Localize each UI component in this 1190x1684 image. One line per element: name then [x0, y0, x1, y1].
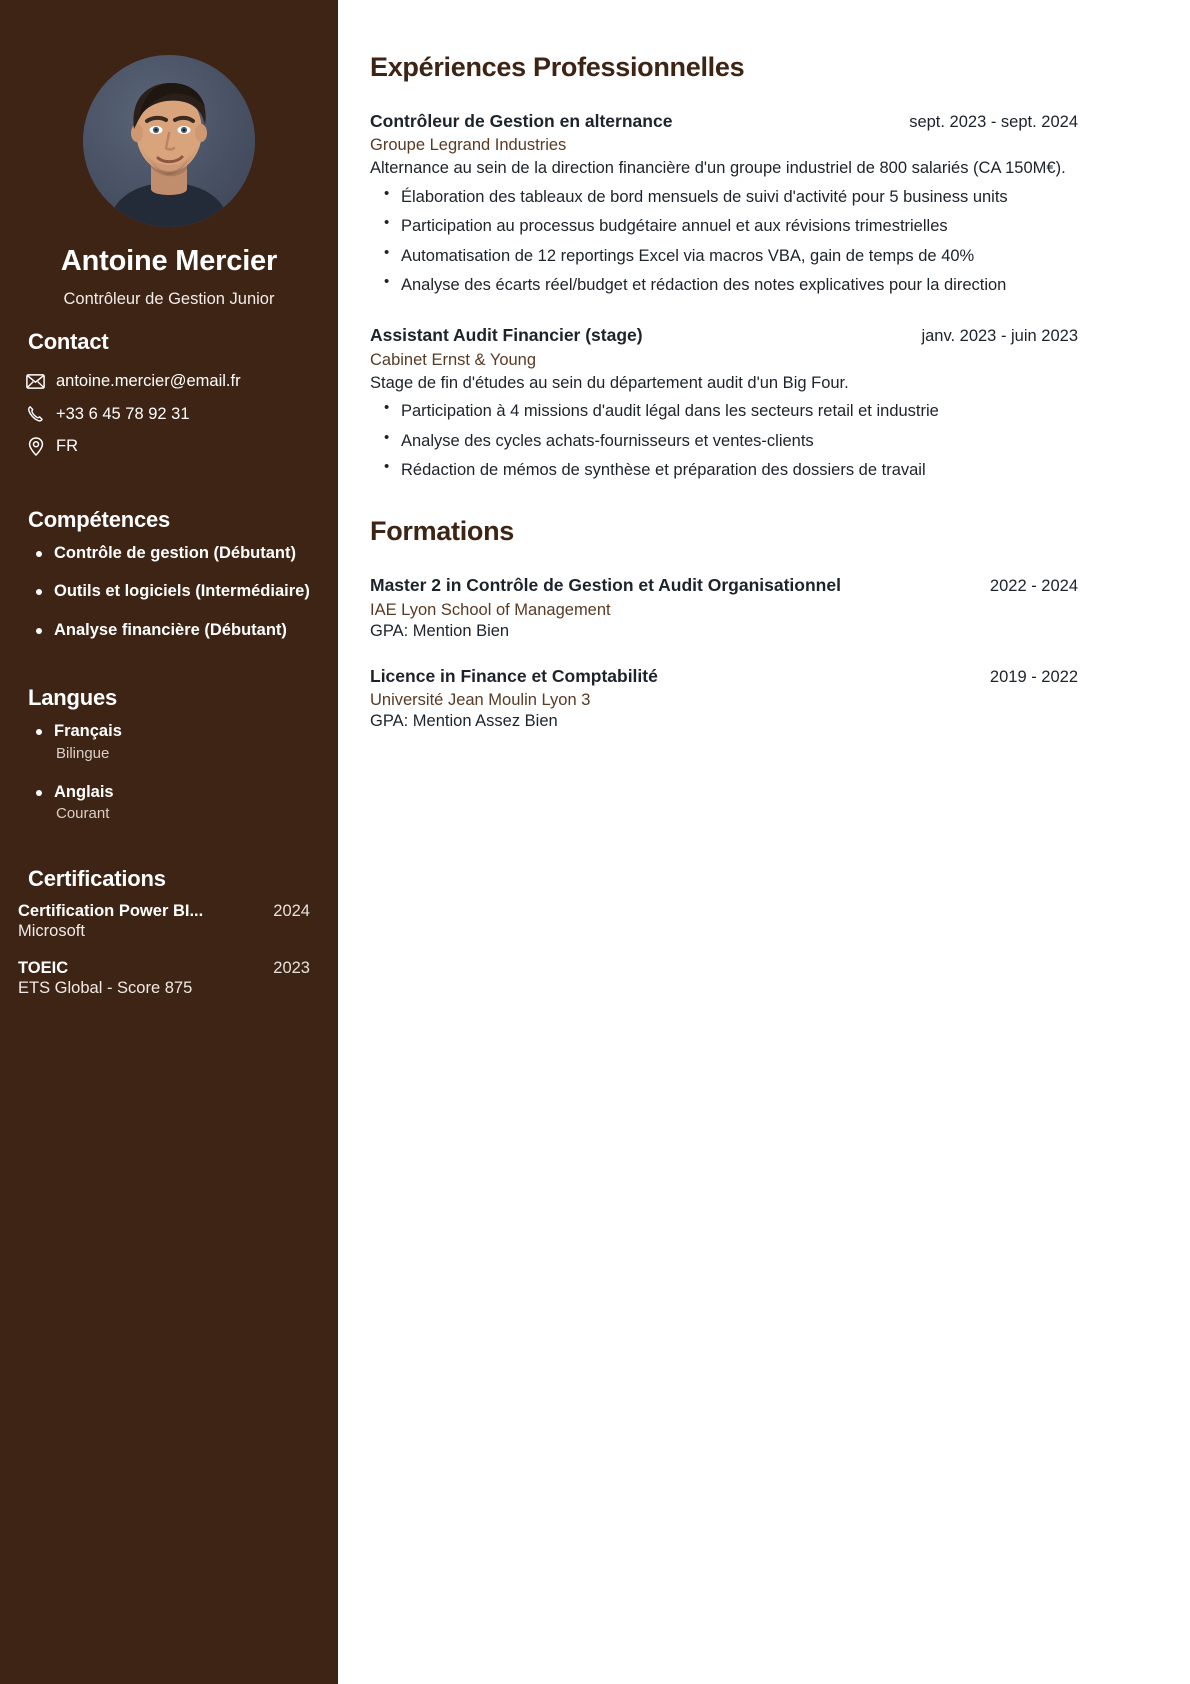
certification-header: [18, 902, 322, 921]
certification-issuer: Microsoft: [18, 922, 85, 941]
experience-entry: [370, 323, 1078, 482]
sidebar: [0, 0, 338, 1684]
experience-title: Contrôleur de Gestion en alternance: [370, 111, 673, 131]
certification-year: 2024: [273, 902, 310, 921]
contact-heading: Contact: [28, 329, 109, 354]
skill-item: Contrôle de gestion (Débutant): [34, 543, 322, 564]
certification-header: [18, 959, 322, 978]
education-school: Université Jean Moulin Lyon 3: [370, 691, 591, 710]
experience-bullets: [370, 399, 1078, 482]
skills-list: [34, 543, 322, 641]
person-job-title: Contrôleur de Gestion Junior: [63, 290, 275, 308]
education-date: 2022 - 2024: [989, 577, 1078, 596]
certification-item: [18, 902, 322, 941]
experience-header: [370, 109, 1078, 134]
experience-bullet: • Automatisation de 12 reportings Excel via macros VBA, gain de temps de 40%: [370, 244, 1078, 268]
experience-header: [370, 323, 1078, 348]
language-level: Bilingue: [56, 744, 110, 762]
education-header: [370, 664, 1078, 689]
experience-company: Cabinet Ernst & Young: [370, 350, 537, 369]
education-gpa: GPA: Mention Bien: [370, 621, 510, 640]
education-gpa: GPA: Mention Assez Bien: [370, 712, 558, 731]
avatar-container: [16, 0, 322, 227]
contact-phone-value: +33 6 45 78 92 31: [56, 404, 190, 423]
experience-entry: [370, 109, 1078, 297]
certifications-heading: Certifications: [28, 866, 166, 892]
contact-location-value: FR: [56, 437, 78, 456]
certification-item: [18, 959, 322, 998]
experience-description: Stage de fin d'études au sein du département audit d'un Big Four.: [370, 373, 849, 392]
certification-issuer: ETS Global - Score 875: [18, 979, 193, 998]
education-title: Master 2 in Contrôle de Gestion et Audit Organisationnel: [370, 575, 841, 596]
language-item: [34, 782, 322, 822]
experience-section-heading: Expériences Professionnelles: [370, 52, 745, 82]
education-school: IAE Lyon School of Management: [370, 600, 611, 619]
education-entry: [370, 573, 1078, 643]
certifications-list: [18, 902, 322, 998]
contact-email-value: antoine.mercier@email.fr: [56, 372, 241, 390]
skill-item: Outils et logiciels (Intermédiaire): [34, 581, 322, 602]
language-name: Français: [34, 721, 322, 742]
education-title: Licence in Finance et Comptabilité: [370, 665, 658, 686]
languages-list: [34, 721, 322, 822]
person-name: Antoine Mercier: [60, 245, 278, 277]
education-section-heading: Formations: [370, 516, 515, 547]
phone-icon: [26, 404, 45, 423]
contact-email[interactable]: [26, 365, 322, 398]
language-item: [34, 721, 322, 761]
experience-bullet: • Élaboration des tableaux de bord mensuels de suivi d'activité pour 5 business units: [370, 185, 1078, 209]
experience-bullet: • Participation au processus budgétaire annuel et aux révisions trimestrielles: [370, 214, 1078, 238]
education-entry: [370, 664, 1078, 734]
experience-bullet: • Participation à 4 missions d'audit légal dans les secteurs retail et industrie: [370, 399, 1078, 423]
language-level: Courant: [56, 805, 110, 823]
language-name: Anglais: [34, 782, 322, 803]
education-date: 2019 - 2022: [989, 667, 1078, 686]
certification-name: Certification Power BI...: [18, 902, 204, 921]
certification-name: TOEIC: [18, 959, 69, 978]
education-header: [370, 573, 1078, 598]
experience-date: janv. 2023 - juin 2023: [921, 327, 1078, 346]
contact-list: [26, 365, 322, 463]
location-pin-icon: [26, 437, 45, 456]
experience-bullet: • Analyse des cycles achats-fournisseurs et ventes-clients: [370, 429, 1078, 453]
experience-title: Assistant Audit Financier (stage): [370, 325, 643, 346]
contact-phone[interactable]: [26, 398, 322, 431]
experience-date: sept. 2023 - sept. 2024: [909, 113, 1078, 131]
experience-description: Alternance au sein de la direction financière d'un groupe industriel de 800 salariés (CA 150M€).: [370, 159, 1066, 178]
contact-location: [26, 430, 322, 463]
skill-item: Analyse financière (Débutant): [34, 620, 322, 641]
main-content: [338, 0, 1190, 1684]
envelope-icon: [26, 372, 45, 391]
experience-bullet: • Analyse des écarts réel/budget et rédaction des notes explicatives pour la direction: [370, 273, 1078, 297]
certification-year: 2023: [273, 959, 310, 978]
experience-bullet: • Rédaction de mémos de synthèse et préparation des dossiers de travail: [370, 458, 1078, 482]
experience-bullets: [370, 185, 1078, 298]
languages-heading: Langues: [28, 685, 118, 711]
skills-heading: Compétences: [28, 506, 171, 532]
experience-company: Groupe Legrand Industries: [370, 136, 567, 155]
avatar: [83, 55, 255, 227]
